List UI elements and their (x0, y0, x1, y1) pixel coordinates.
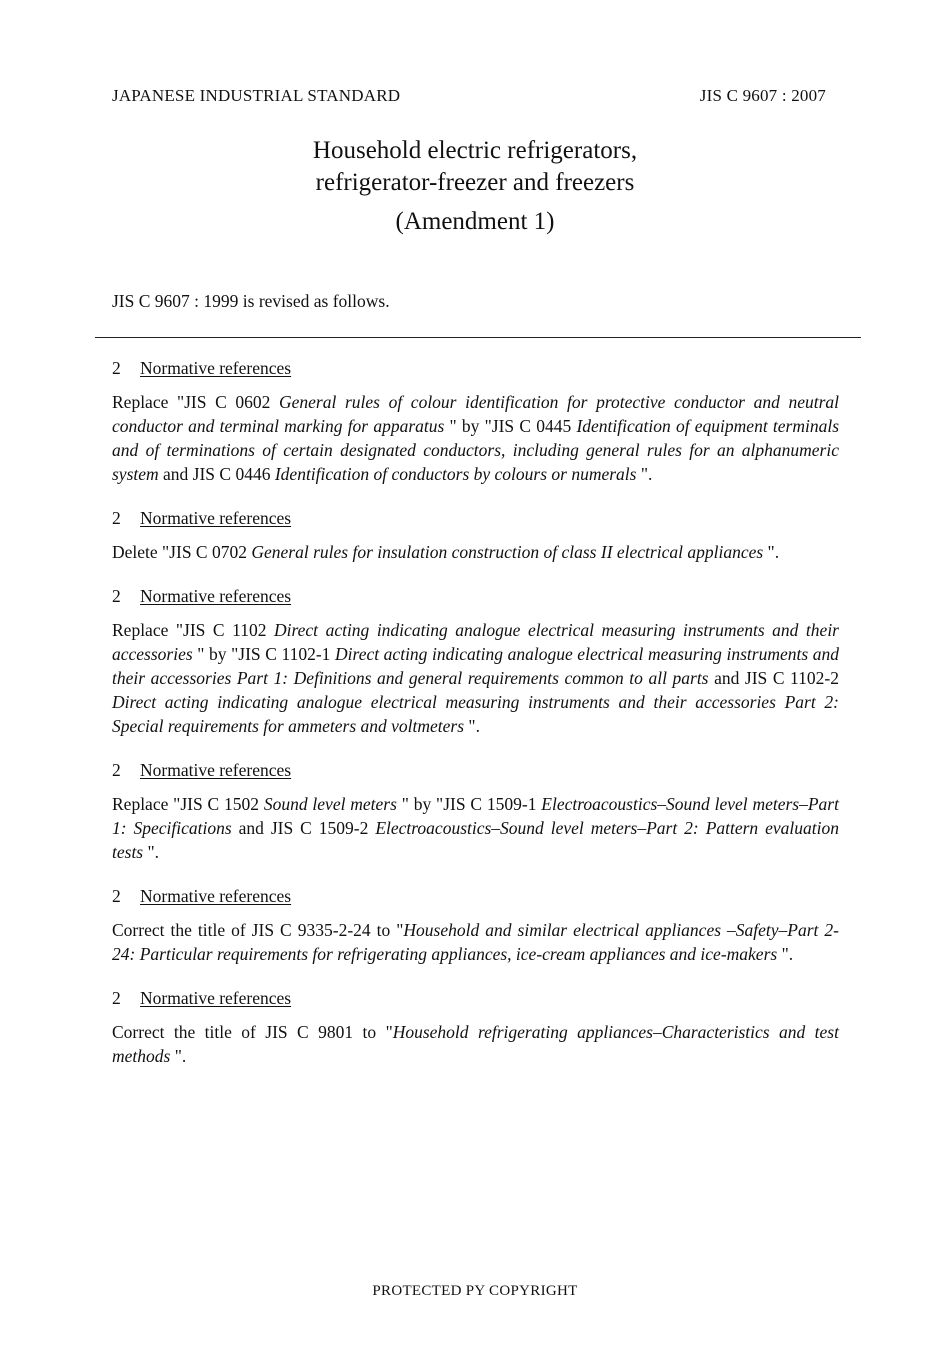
text-run: and JIS C 0446 (158, 464, 275, 484)
section-number: 2 (112, 886, 121, 906)
amendment-section (112, 758, 839, 864)
text-run: and JIS C 1509-2 (231, 818, 376, 838)
section-heading (112, 986, 839, 1010)
standard-label: JAPANESE INDUSTRIAL STANDARD (112, 86, 401, 105)
section-title: Normative references (140, 586, 292, 606)
text-run: " by "JIS C 0445 (444, 416, 577, 436)
section-text (112, 1020, 839, 1068)
text-run: " by "JIS C 1102-1 (192, 644, 336, 664)
document-title (0, 135, 950, 238)
section-title: Normative references (140, 358, 292, 378)
section-number: 2 (112, 586, 121, 606)
section-title: Normative references (140, 760, 292, 780)
amendment-section (112, 584, 839, 738)
standard-title-ref: Electroacoustics–Sound level meters–Part 1: Specifications (112, 794, 839, 838)
amendment-section (112, 506, 839, 564)
section-text (112, 918, 839, 966)
section-title: Normative references (140, 508, 292, 528)
section-text (112, 618, 839, 738)
text-run: Correct the title of JIS C 9335-2-24 to " (112, 920, 404, 940)
standard-title-ref: Sound level meters (263, 794, 397, 814)
amendment-section (112, 356, 839, 486)
amendment-sections (112, 356, 839, 1088)
section-heading (112, 584, 839, 608)
standard-title-ref: Identification of conductors by colours or numerals (274, 464, 637, 484)
amendment-section (112, 884, 839, 966)
text-run: ". (763, 542, 780, 562)
title-line-2: refrigerator-freezer and freezers (315, 169, 635, 196)
section-heading (112, 758, 839, 782)
standard-title-ref: Household refrigerating appliances–Characteristics and test methods (112, 1022, 839, 1066)
section-heading (112, 356, 839, 380)
section-text (112, 792, 839, 864)
divider (95, 337, 861, 338)
text-run: ". (636, 464, 653, 484)
section-heading (112, 884, 839, 908)
section-heading (112, 506, 839, 530)
section-number: 2 (112, 358, 121, 378)
section-title: Normative references (140, 988, 292, 1008)
text-run: Correct the title of JIS C 9801 to " (112, 1022, 393, 1042)
standard-title-ref: Electroacoustics–Sound level meters–Part 2: Pattern evaluation tests (112, 818, 839, 862)
intro-text: JIS C 9607 : 1999 is revised as follows. (112, 291, 390, 311)
text-run: Replace "JIS C 1102 (112, 620, 274, 640)
text-run: " by "JIS C 1509-1 (396, 794, 542, 814)
text-run: ". (464, 716, 480, 736)
standard-title-ref: General rules for insulation construction of class II electrical appliances (251, 542, 764, 562)
section-number: 2 (112, 508, 121, 528)
amendment-section (112, 986, 839, 1068)
text-run: and JIS C 1102-2 (708, 668, 839, 688)
standard-title-ref: General rules of colour identification for protective conductor and neutral conductor and terminal marking for apparatus (112, 392, 839, 436)
text-run: Replace "JIS C 1502 (112, 794, 264, 814)
text-run: ". (170, 1046, 187, 1066)
text-run: ". (143, 842, 160, 862)
title-line-1: Household electric refrigerators, (312, 137, 638, 164)
section-number: 2 (112, 760, 121, 780)
section-text (112, 390, 839, 486)
standard-number: JIS C 9607 : 2007 (699, 86, 826, 105)
text-run: Replace "JIS C 0602 (112, 392, 279, 412)
standard-title-ref: Direct acting indicating analogue electrical measuring instruments and their accessories (112, 620, 839, 664)
amendment-label: (Amendment 1) (395, 208, 555, 235)
text-run: ". (777, 944, 794, 964)
section-title: Normative references (140, 886, 292, 906)
section-text (112, 540, 839, 564)
text-run: Delete "JIS C 0702 (112, 542, 252, 562)
section-number: 2 (112, 988, 121, 1008)
standard-title-ref: Household and similar electrical appliances –Safety–Part 2-24: Particular requirements for refrigerating appliances, ice-cream appliances and ice-makers (112, 920, 839, 964)
standard-title-ref: Direct acting indicating analogue electrical measuring instruments and their accessories Part 2: Special requirements for ammeters and voltmeters (112, 692, 839, 736)
copyright-notice: PROTECTED PY COPYRIGHT (372, 1283, 578, 1299)
standard-title-ref: Identification of equipment terminals and of terminations of certain designated conductors, including general rules for an alphanumeric system (112, 416, 840, 484)
standard-title-ref: Direct acting indicating analogue electrical measuring instruments and their accessories Part 1: Definitions and general requirements common to all parts (112, 644, 839, 688)
